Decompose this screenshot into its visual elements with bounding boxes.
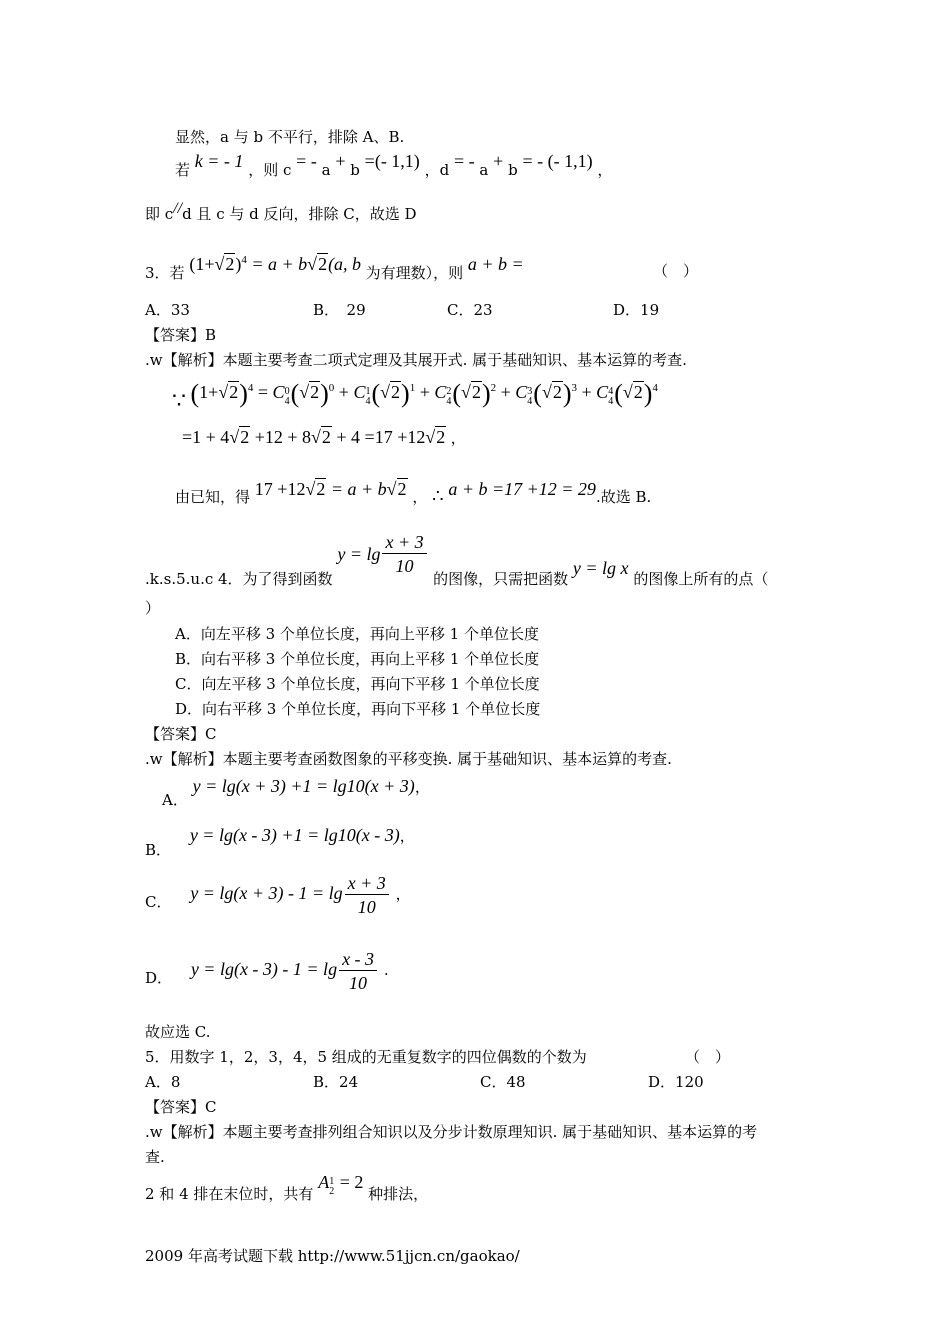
text-span: ，则 c xyxy=(248,161,292,179)
paren: ) xyxy=(401,379,410,408)
math-part: (1+ xyxy=(189,254,215,274)
paren: ) xyxy=(562,379,572,408)
sup: 2 xyxy=(446,386,452,397)
explanation-line: .w【解析】本题主要考查函数图象的平移变换. 属于基础知识、基本运算的考查. xyxy=(145,750,672,768)
expansion-result: =1 + 4√2 +12 + 8√2 + 4 =17 +12√2 ， xyxy=(182,427,466,447)
radicand: 2 xyxy=(310,382,320,402)
sqrt: √2 xyxy=(307,254,328,274)
combination-c: C xyxy=(596,382,609,402)
radicand: 2 xyxy=(471,382,481,402)
sub: 2 xyxy=(329,1186,335,1197)
denominator: 10 xyxy=(395,556,414,576)
option-d: D．19 xyxy=(613,301,660,319)
paren: ) xyxy=(320,379,329,408)
q4-step-a xyxy=(162,776,430,809)
binomial-expansion: ∵ $(1+√2)^4 = C$ 0 4 $(√2)^0 + C$ 1 4 $(√2)^1 + C$ 2 4 $(√2)^2 + C$ 3 4 $(√2)^3 + C$ 4 4 $(√2)^4$ xyxy=(172,379,658,413)
option-a: A．8 xyxy=(145,1073,181,1091)
math-part: ， xyxy=(450,431,466,447)
q4-step-b xyxy=(145,825,415,859)
radicand: 2 xyxy=(240,427,250,447)
exponent: 4 xyxy=(247,382,254,394)
numerator: x + 3 xyxy=(382,533,426,554)
paren: ) xyxy=(643,379,653,408)
combination-c: C xyxy=(515,382,528,402)
math-expr: = - xyxy=(453,151,475,171)
math-part: y = lg(x - 3) - 1 = lg xyxy=(190,959,338,980)
text-span: d 且 c 与 d 反向，排除 C，故选 D xyxy=(182,205,417,223)
math-expr: = - (- 1,1) xyxy=(522,151,593,171)
option-d: D．向右平移 3 个单位长度，再向下平移 1 个单位长度 xyxy=(175,700,541,718)
exponent: 1 xyxy=(409,382,416,394)
question-5: 5．用数字 1，2，3，4，5 组成的无重复数字的四位偶数的个数为 xyxy=(145,1048,587,1066)
math-part: (a, b xyxy=(328,254,362,274)
fraction xyxy=(345,874,389,916)
option-c: C．向左平移 3 个单位长度，再向下平移 1 个单位长度 xyxy=(175,675,540,693)
sup: 4 xyxy=(608,386,614,397)
math-part: + xyxy=(419,382,430,402)
step-label: C． xyxy=(145,893,172,912)
footer: 2009 年高考试题下载 http://www.51jjcn.cn/gaokao/ xyxy=(145,1247,520,1265)
math-expr xyxy=(318,1172,364,1197)
math-expr: + xyxy=(335,151,346,171)
step-label: D． xyxy=(145,969,173,988)
text-line xyxy=(175,151,613,179)
sub: 4 xyxy=(284,396,290,407)
paren: ( xyxy=(371,379,381,408)
math-part: y = lg xyxy=(337,544,381,565)
radicand: 2 xyxy=(229,382,239,402)
sqrt: √2 xyxy=(214,254,235,274)
text-span: .故选 B. xyxy=(595,488,652,506)
text-span: ， xyxy=(412,488,428,506)
math-part: =1 + 4 xyxy=(182,427,230,447)
text-span: 由已知，得 xyxy=(175,488,251,506)
exponent: 4 xyxy=(652,382,658,394)
radicand: 2 xyxy=(225,254,235,274)
math-part: + 4 =17 +12 xyxy=(336,427,426,447)
text-span: .k.s.5.u.c 4．为了得到函数 xyxy=(145,570,333,589)
parallel-symbol: // xyxy=(173,200,183,217)
radicand: 2 xyxy=(316,479,326,499)
option-b: B．24 xyxy=(313,1073,359,1091)
explanation-line: .w【解析】本题主要考查排列组合知识以及分步计数原理知识. 属于基础知识、基本运算的考 xyxy=(145,1123,758,1141)
text-span: 的图像，只需把函数 xyxy=(433,570,569,589)
text-span: 2 和 4 排在末位时，共有 xyxy=(145,1185,314,1203)
math-expr: y = lg(x + 3) +1 = lg10(x + 3) xyxy=(192,776,415,796)
explanation-line: .w【解析】本题主要考查二项式定理及其展开式. 属于基础知识、基本运算的考查. xyxy=(145,351,687,369)
radicand: 2 xyxy=(397,479,407,499)
text-span: ， xyxy=(414,778,430,796)
numerator: x - 3 xyxy=(339,950,377,971)
denominator: 10 xyxy=(349,973,368,993)
sup: 3 xyxy=(527,386,533,397)
paren: ) xyxy=(239,379,248,408)
text-span: ， xyxy=(597,161,613,179)
math-expr: a + b = xyxy=(467,254,524,274)
sub: 4 xyxy=(527,396,533,407)
text-line: 显然，a 与 b 不平行，排除 A、B. xyxy=(175,128,405,146)
answer-line: 【答案】C xyxy=(145,725,217,743)
because-symbol: ∵ xyxy=(172,388,186,413)
text-span: 的图像上所有的点（ xyxy=(633,570,769,589)
math-expr: 17 +12√2 = a + b√2 xyxy=(254,479,407,499)
math-expr: a + b =17 +12 = 29 xyxy=(448,479,596,499)
math-part: + xyxy=(338,382,349,402)
text-span: . xyxy=(383,961,389,980)
math-expr xyxy=(190,873,391,917)
math-part: y = lg(x + 3) - 1 = lg xyxy=(190,883,343,904)
text-span: b xyxy=(508,161,518,179)
option-c: C．48 xyxy=(480,1073,526,1091)
option-d: D．120 xyxy=(648,1073,704,1091)
text-span: 为有理数），则 xyxy=(365,264,464,282)
math-expr: + xyxy=(493,151,504,171)
math-part: 17 +12 xyxy=(254,479,306,499)
math-expr: y = lg(x - 3) +1 = lg10(x - 3) xyxy=(189,825,400,845)
math-expr xyxy=(190,949,379,993)
paren: ( xyxy=(452,379,462,408)
math-expr: = - xyxy=(296,151,317,171)
radicand: 2 xyxy=(318,254,328,274)
text-span: a xyxy=(479,161,489,179)
text-span: 即 c xyxy=(145,205,174,223)
therefore-symbol: ∴ xyxy=(432,486,444,506)
sup: 1 xyxy=(329,1176,335,1187)
math-part: +12 + 8 xyxy=(254,427,312,447)
fraction xyxy=(382,533,426,575)
exponent: 0 xyxy=(328,382,335,394)
math-part: = a + b xyxy=(330,479,387,499)
exponent: 2 xyxy=(490,382,497,394)
step-label: A． xyxy=(162,791,188,809)
paren: ( xyxy=(614,379,623,408)
paren: ) xyxy=(481,379,491,408)
exponent: 4 xyxy=(241,254,247,266)
text-line: 故应选 C. xyxy=(145,1023,211,1041)
paren: ( xyxy=(533,379,542,408)
question-4 xyxy=(145,527,769,589)
denominator: 10 xyxy=(357,897,376,917)
answer-paren: （ ） xyxy=(685,1048,731,1066)
option-a: A．向左平移 3 个单位长度，再向上平移 1 个单位长度 xyxy=(175,625,539,643)
sup: 1 xyxy=(365,386,371,397)
option-b: B． 29 xyxy=(313,301,366,319)
text-span: a xyxy=(321,161,331,179)
math-part: = xyxy=(257,382,269,402)
text-span: ， xyxy=(399,827,415,845)
math-expr: =(- 1,1) xyxy=(364,151,420,171)
numerator: x + 3 xyxy=(345,874,389,895)
math-part: + xyxy=(500,382,511,402)
math-expr xyxy=(189,254,365,274)
math-part: ) xyxy=(235,254,242,274)
option-a: A．33 xyxy=(145,301,190,319)
math-part: = a + b xyxy=(251,254,308,274)
math-expr: y = lg x xyxy=(572,558,629,579)
text-line xyxy=(145,1172,429,1203)
math-expr xyxy=(337,532,433,576)
answer-paren: （ ） xyxy=(653,262,699,280)
radicand: 2 xyxy=(633,382,643,402)
paren: ( xyxy=(190,379,200,408)
text-span: b xyxy=(350,161,360,179)
answer-line: 【答案】C xyxy=(145,1098,217,1116)
exponent: 3 xyxy=(571,382,578,394)
text-line xyxy=(145,200,417,223)
q3-conclusion xyxy=(175,479,652,506)
q4-step-c xyxy=(145,874,411,916)
radicand: 2 xyxy=(552,382,562,402)
question-3 xyxy=(145,254,524,282)
step-label: B． xyxy=(145,841,172,859)
question-number: 3．若 xyxy=(145,264,185,282)
option-b: B．向右平移 3 个单位长度，再向上平移 1 个单位长度 xyxy=(175,650,540,668)
text-line: ） xyxy=(145,599,161,617)
combination-c: C xyxy=(353,382,366,402)
math-part: = 2 xyxy=(339,1172,364,1192)
answer-line: 【答案】B xyxy=(145,326,217,344)
math-part: A xyxy=(318,1172,330,1192)
option-c: C．23 xyxy=(447,301,493,319)
math-part: 1+ xyxy=(199,382,219,402)
sub: 4 xyxy=(365,396,371,407)
radicand: 2 xyxy=(391,382,401,402)
paren: ( xyxy=(290,379,300,408)
text-span: ， xyxy=(395,885,411,904)
sub: 4 xyxy=(608,396,614,407)
radicand: 2 xyxy=(321,427,331,447)
text-span: ，d xyxy=(424,161,450,179)
fraction xyxy=(339,950,377,992)
q4-step-d xyxy=(145,950,389,992)
explanation-line: 查. xyxy=(145,1148,165,1166)
sup: 0 xyxy=(284,386,290,397)
math-expr: k = - 1 xyxy=(194,151,244,171)
text-span: 若 xyxy=(175,161,191,179)
combination-c: C xyxy=(434,382,447,402)
combination-c: C xyxy=(272,382,285,402)
radicand: 2 xyxy=(436,427,446,447)
text-span: 种排法， xyxy=(368,1185,429,1203)
math-part: + xyxy=(581,382,592,402)
sub: 4 xyxy=(446,396,452,407)
